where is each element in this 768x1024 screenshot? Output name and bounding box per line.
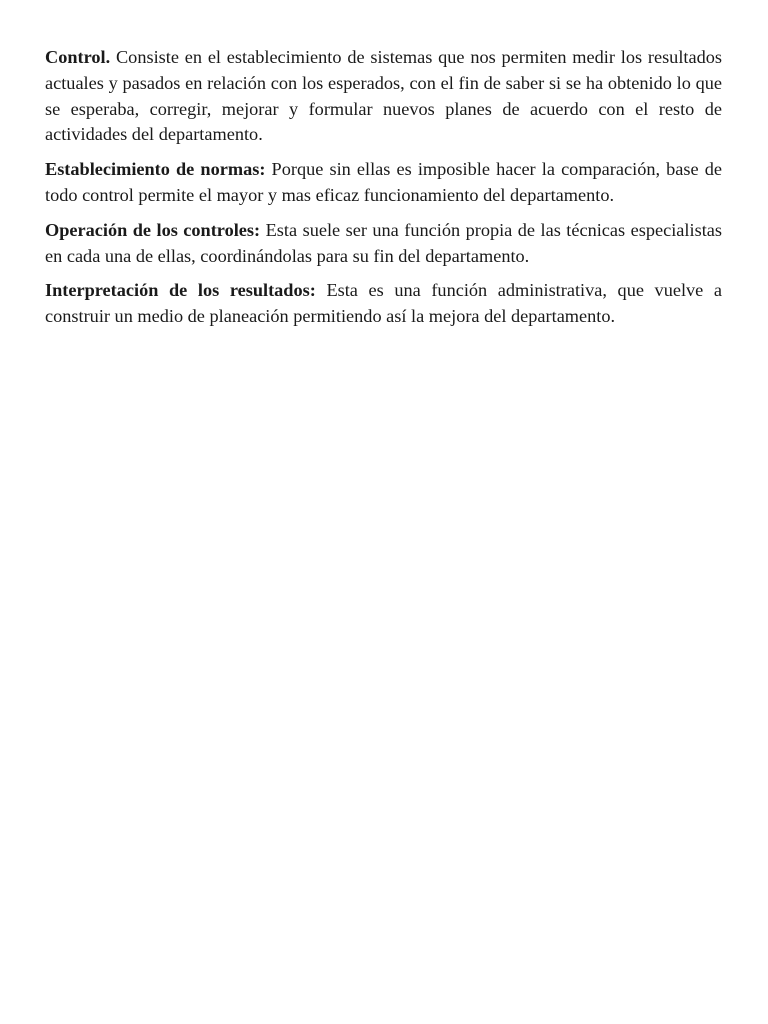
paragraph-term: Interpretación de los resultados:	[45, 280, 316, 301]
document-page	[45, 45, 722, 339]
paragraph-text: Consiste en el establecimiento de sistemas que nos permiten medir los resultados actuales y pasados en relación con los esperados, con el fin de saber si se ha obtenido lo que se esperaba, corregir, mejorar y formular nuevos planes de acuerdo con el resto de actividades del departamento.	[45, 47, 722, 145]
paragraph-operacion-de-los-controles	[45, 218, 722, 270]
paragraph-term: Operación de los controles:	[45, 219, 261, 240]
paragraph-text: Esta suele ser una función propia de las técnicas especialistas en cada una de ellas, coordinándolas para su fin del departamento.	[45, 219, 723, 266]
paragraph-control	[45, 45, 722, 148]
paragraph-term: Establecimiento de normas:	[45, 159, 266, 180]
paragraph-text: Porque sin ellas es imposible hacer la comparación, base de todo control permite el mayor y mas eficaz funcionamiento del departamento.	[45, 159, 723, 205]
paragraph-text: Esta es una función administrativa, que vuelve a construir un medio de planeación permitiendo así la mejora del departamento.	[45, 280, 723, 327]
paragraph-establecimiento-de-normas	[45, 157, 722, 209]
paragraph-term: Control.	[45, 47, 111, 67]
paragraph-interpretacion-de-los-resultados	[45, 278, 722, 330]
